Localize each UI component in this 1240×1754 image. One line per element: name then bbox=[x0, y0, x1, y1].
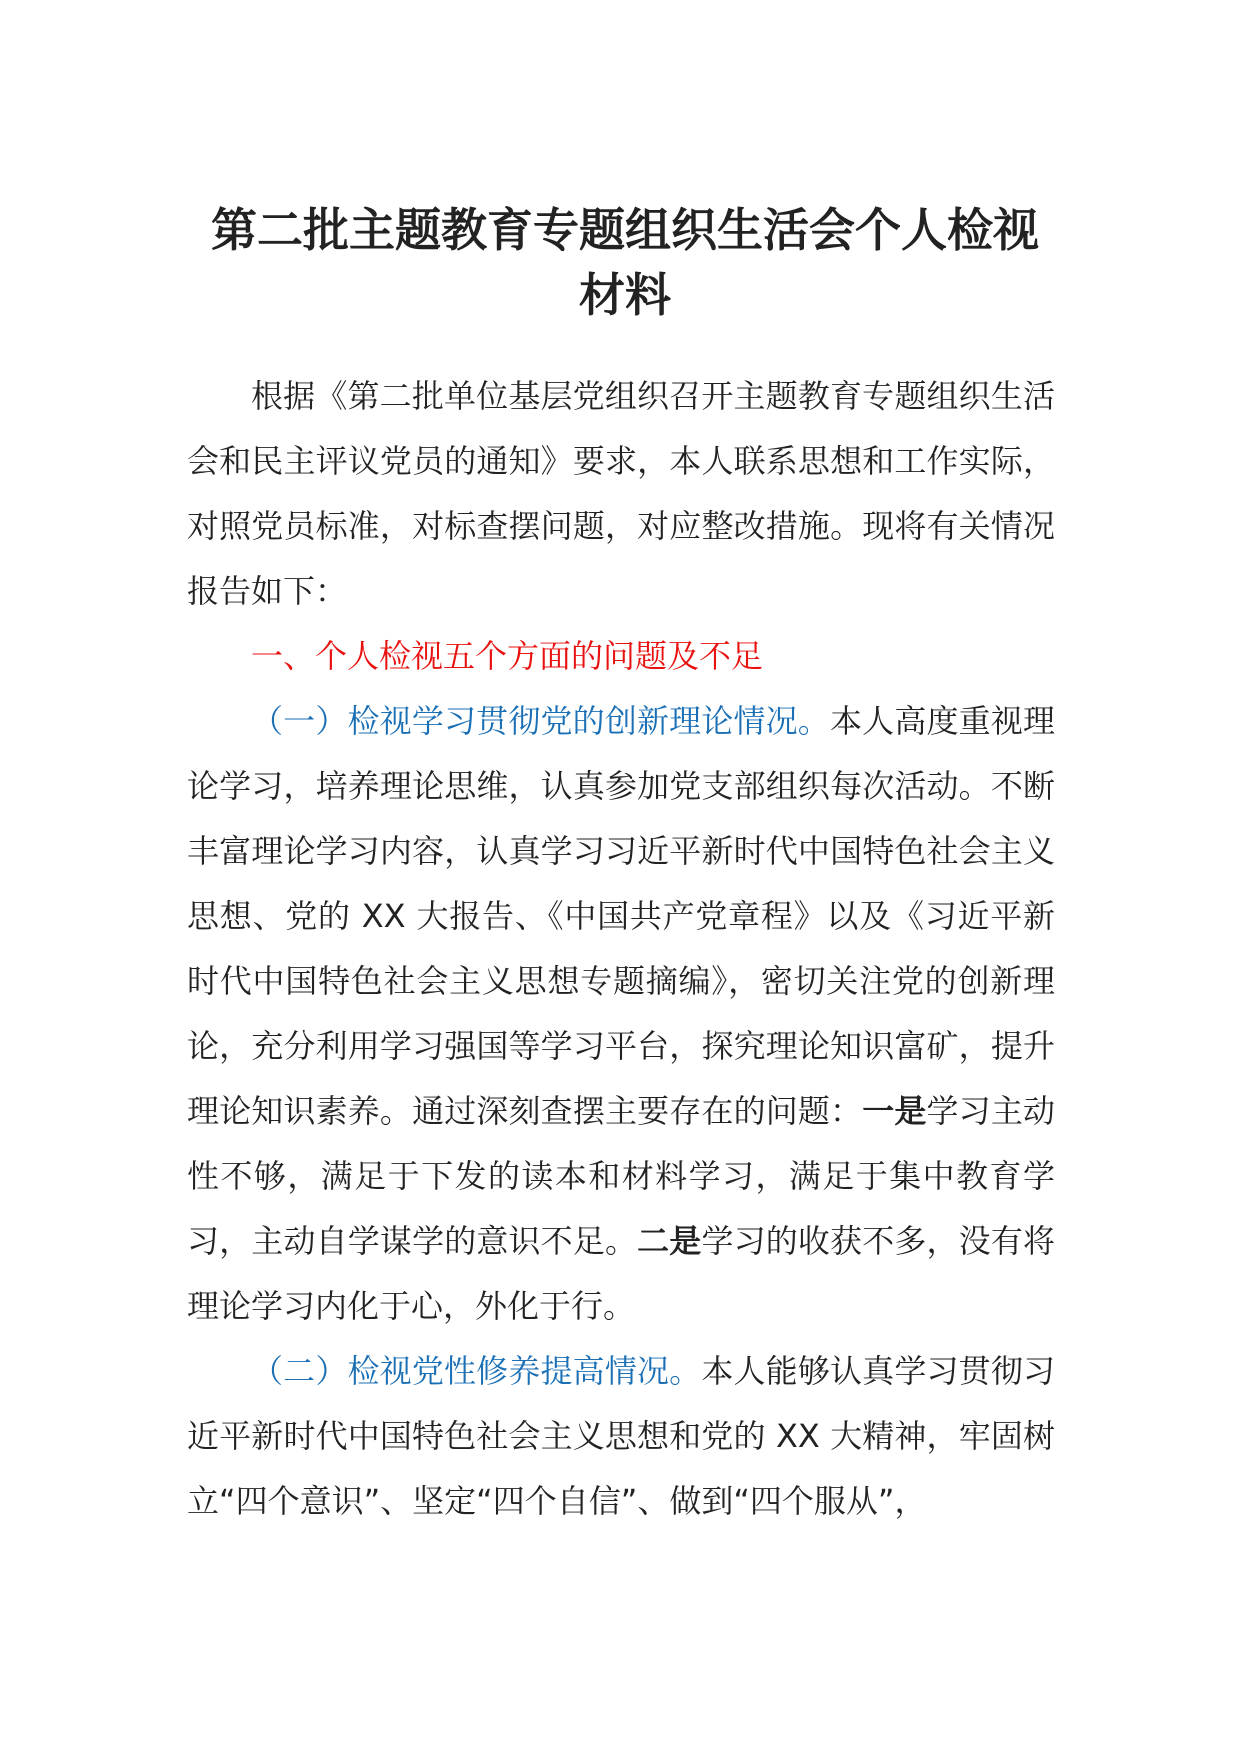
section-heading-1: 一、个人检视五个方面的问题及不足 bbox=[251, 637, 764, 675]
subsection-1-text: 本人高度重视理论学习，培养理论思维，认真参加党支部组织每次活动。不断丰富理论学习内容，认真学习习近平新时代中国特色社会主义思想、党的 XX 大报告、《中国共产党章程》以及《习近平新时代中国特色社会主义思想专题摘编》，密切关注党的创新理论，充分利用学习强国等学习平台，探究理论知识富矿，提升理论知识素养。通过深刻查摆主要存在的问题： bbox=[187, 702, 1055, 1130]
subsection-2-text: 本人能够认真学习贯彻习近平新时代中国特色社会主义思想和党的 XX 大精神，牢固树立“四个意识”、坚定“四个自信”、做到“四个服从”， bbox=[187, 1352, 1055, 1520]
subsection-2-paragraph bbox=[187, 1339, 1055, 1534]
subsection-2-heading: （二）检视党性修养提高情况。 bbox=[251, 1352, 702, 1390]
intro-paragraph: 根据《第二批单位基层党组织召开主题教育专题组织生活会和民主评议党员的通知》要求，本人联系思想和工作实际，对照党员标准，对标查摆问题，对应整改措施。现将有关情况报告如下： bbox=[187, 377, 1055, 610]
point-2-label: 二是 bbox=[637, 1222, 702, 1260]
point-1-text: 学习主动性不够，满足于下发的读本和材料学习，满足于集中教育学习，主动自学谋学的意识不足。 bbox=[187, 1092, 1055, 1260]
document-body bbox=[187, 364, 1055, 1534]
subsection-1-heading: （一）检视学习贯彻党的创新理论情况。 bbox=[251, 702, 830, 740]
subsection-1-paragraph bbox=[187, 689, 1055, 1339]
document-title: 第二批主题教育专题组织生活会个人检视材料 bbox=[211, 203, 1039, 322]
point-2-text: 学习的收获不多，没有将理论学习内化于心，外化于行。 bbox=[187, 1222, 1055, 1325]
point-1-label: 一是 bbox=[862, 1092, 927, 1130]
